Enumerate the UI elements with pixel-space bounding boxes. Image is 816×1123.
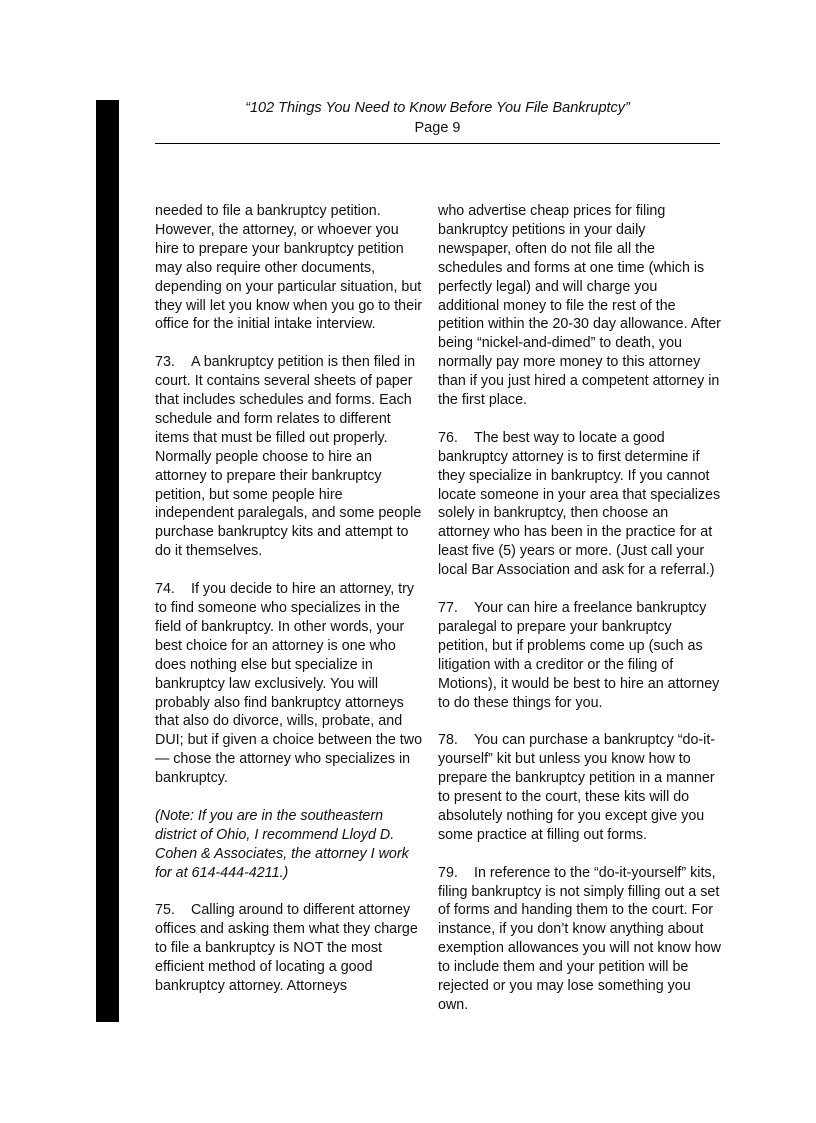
note-paragraph [155, 807, 425, 883]
page-header [155, 98, 720, 138]
paragraph-continued [155, 202, 425, 334]
header-divider [155, 143, 720, 144]
item-text: If you decide to hire an attorney, try to find someone who specializes in the field of bankruptcy. In other words, your best choice for an attorney is one who does nothing else but specialize in bankruptcy law exclusively. You will probably also find bankruptcy attorneys that also do divorce, wills, probate, and DUI; but if given a choice between the two — chose the attorney who specializes in bankruptcy. [155, 581, 423, 787]
item-75 [155, 901, 425, 996]
item-number: 75. [155, 902, 175, 919]
paragraph-text: needed to file a bankruptcy petition. However, the attorney, or whoever you hire to prepare your bankruptcy petition may also require other documents, depending on your particular situation, but they will let you know when you go to their office for the initial intake interview. [155, 203, 423, 333]
item-74 [155, 580, 425, 788]
page-number: Page 9 [414, 120, 461, 136]
item-text: Calling around to different attorney offices and asking them what they charge to file a bankruptcy is NOT the most efficient method of locating a good bankruptcy attorney. Attorneys [155, 902, 418, 995]
item-number: 78. [438, 732, 458, 749]
item-number: 74. [155, 581, 175, 598]
item-number: 73. [155, 354, 175, 371]
item-text: Your can hire a freelance bankruptcy paralegal to prepare your bankruptcy petition, but if problems come up (such as litigation with a creditor or the filing of Motions), it would be best to hire an attorney to do these things for you. [438, 600, 720, 711]
right-column [438, 202, 722, 1015]
item-text: A bankruptcy petition is then filed in court. It contains several sheets of paper that includes schedules and forms. Each schedule and form relates to different items that must be filled out properly. Normally people choose to hire an attorney to prepare their bankruptcy petition, but some people hire independent paralegals, and some people purchase bankruptcy kits and attempt to do it themselves. [155, 354, 422, 560]
paragraph-continued [438, 202, 722, 410]
item-text: The best way to locate a good bankruptcy attorney is to first determine if they specialize in bankruptcy. If you cannot locate someone in your area that specializes solely in bankruptcy, then choose an attorney who has been in the practice for at least five (5) years or more. (Just call your local Bar Association and ask for a referral.) [438, 429, 721, 579]
item-77 [438, 599, 722, 712]
item-number: 77. [438, 600, 458, 616]
item-76 [438, 429, 722, 580]
note-text: (Note: If you are in the southeastern district of Ohio, I recommend Lloyd D. Cohen & Associates, the attorney I work for at 614-444-4211.) [155, 807, 409, 881]
paragraph-text: who advertise cheap prices for filing bankruptcy petitions in your daily newspaper, often do not file all the schedules and forms at one time (which is perfectly legal) and will charge you additional money to file the rest of the petition within the 20-30 day allowance. After being “nickel-and-dimed” to death, you normally pay more money to this attorney than if you just hired a competent attorney in the first place. [438, 203, 721, 409]
binding-bar [96, 100, 119, 1022]
item-79 [438, 864, 722, 1015]
item-text: You can purchase a bankruptcy “do-it-yourself” kit but unless you know how to prepare the bankruptcy petition in a manner to present to the court, these kits will do absolutely nothing for you except give you some practice at filling out forms. [438, 732, 716, 843]
item-78 [438, 731, 722, 844]
item-number: 76. [438, 429, 458, 446]
left-column [155, 202, 425, 996]
item-number: 79. [438, 864, 458, 881]
item-text: In reference to the “do-it-yourself” kits, filing bankruptcy is not simply filling out a set of forms and handing them to the court. For instance, if you don’t know anything about exemption allowances you will not know how to include them and your petition will be rejected or you may lose something you own. [438, 864, 721, 1013]
item-73 [155, 353, 425, 561]
document-title: “102 Things You Need to Know Before You File Bankruptcy” [245, 100, 630, 116]
